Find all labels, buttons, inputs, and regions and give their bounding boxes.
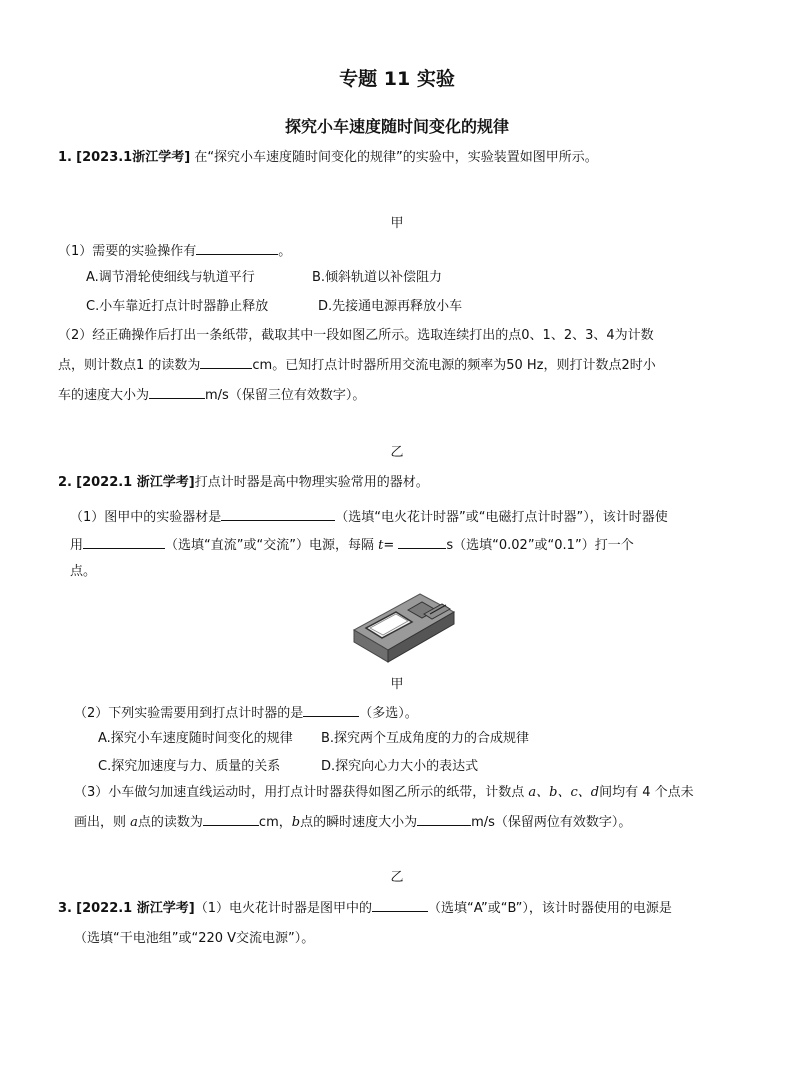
q2-answer-blank-3[interactable] <box>398 534 446 549</box>
q2-figure-caption: 甲 <box>390 677 404 692</box>
q2-part3-line1 <box>74 783 694 803</box>
q1-answer-blank-1[interactable] <box>196 240 278 255</box>
q2-option-a: A.探究小车速度随时间变化的规律 <box>98 731 293 746</box>
q2-stem-text: 打点计时器是高中物理实验常用的器材。 <box>194 475 429 490</box>
q2-part2 <box>74 702 418 724</box>
q1-figure2-caption: 乙 <box>390 445 404 460</box>
q2-part3-line1a: （3）小车做匀加速直线运动时，用打点计时器获得如图乙所示的纸带，计数点 <box>74 785 529 800</box>
q2-part1-line2c: = <box>383 538 399 553</box>
q1-part2-line3b: m/s（保留三位有效数字）。 <box>205 388 366 403</box>
q3-number: 3. <box>58 901 72 916</box>
q3-line1b: （选填“A”或“B”），该计时器使用的电源是 <box>427 901 672 916</box>
q1-source: [2023.1浙江学考] <box>76 150 191 165</box>
q1-figure-caption: 甲 <box>390 216 404 231</box>
q2-part3-line2 <box>74 811 631 833</box>
q2-part1-line2d: s（选填“0.02”或“0.1”）打一个 <box>446 538 634 553</box>
q3-source: [2022.1 浙江学考] <box>76 901 195 916</box>
q2-figure2-caption: 乙 <box>390 870 404 885</box>
q2-var-b: b <box>291 815 301 830</box>
q2-part3-line2b: 点的读数为 <box>137 815 203 830</box>
q2-option-c: C.探究加速度与力、质量的关系 <box>98 759 281 774</box>
q1-option-b: B.倾斜轨道以补偿阻力 <box>312 270 443 285</box>
q1-part2-line3a: 车的速度大小为 <box>58 388 150 403</box>
q3-line1a: （1）电火花计时器是图甲中的 <box>194 901 372 916</box>
q2-stem <box>58 473 429 493</box>
q2-part1-line1a: （1）图甲中的实验器材是 <box>70 510 222 525</box>
q2-part3-line2d: 点的瞬时速度大小为 <box>300 815 418 830</box>
q2-part2b: （多选）。 <box>359 706 418 721</box>
q2-part1-line2a: 用 <box>70 538 84 553</box>
q2-part2a: （2）下列实验需要用到打点计时器的是 <box>74 706 304 721</box>
q1-part2-line2b: cm。已知打点计时器所用交流电源的频率为50 Hz，则打计数点2时小 <box>252 358 656 373</box>
q2-answer-blank-6[interactable] <box>417 811 471 826</box>
q1-stem <box>58 148 598 168</box>
dot-timer-image <box>350 590 456 666</box>
q2-part3-line2a: 画出，则 <box>74 815 131 830</box>
q2-part1-line3: 点。 <box>70 564 97 579</box>
q2-number: 2. <box>58 475 72 490</box>
q2-var-t: t <box>378 538 384 553</box>
q1-stem-text: 在“探究小车速度随时间变化的规律”的实验中，实验装置如图甲所示。 <box>190 150 598 165</box>
q1-part2-line2a: 点，则计数点1 的读数为 <box>58 358 201 373</box>
q2-answer-blank-1[interactable] <box>221 506 335 521</box>
q1-part2-line2 <box>58 354 656 376</box>
q1-part2-line3 <box>58 384 365 406</box>
q1-option-c: C.小车靠近打点计时器静止释放 <box>86 299 269 314</box>
q2-source: [2022.1 浙江学考] <box>76 475 195 490</box>
section-subtitle: 探究小车速度随时间变化的规律 <box>284 117 509 136</box>
q3-line1 <box>58 897 672 919</box>
q2-answer-blank-4[interactable] <box>303 702 359 717</box>
q1-option-a: A.调节滑轮使细线与轨道平行 <box>86 270 255 285</box>
q2-answer-blank-5[interactable] <box>203 811 259 826</box>
q2-part1-line1b: （选填“电火花计时器”或“电磁打点计时器”），该计时器使 <box>335 510 668 525</box>
q2-option-b: B.探究两个互成角度的力的合成规律 <box>321 731 530 746</box>
q1-number: 1. <box>58 150 72 165</box>
q1-answer-blank-3[interactable] <box>149 384 205 399</box>
q1-part2-line1: （2）经正确操作后打出一条纸带，截取其中一段如图乙所示。选取连续打出的点0、1、2、3、4为计数 <box>58 328 654 343</box>
q1-part1-end: 。 <box>278 244 292 259</box>
q1-part1-text: （1）需要的实验操作有 <box>58 244 197 259</box>
q2-part1-line1 <box>70 506 668 528</box>
q2-vars-abcd: a、b、c、d <box>528 785 600 800</box>
q3-answer-blank-1[interactable] <box>372 897 428 912</box>
q2-answer-blank-2[interactable] <box>83 534 165 549</box>
q2-part1-line2b: （选填“直流”或“交流”）电源，每隔 <box>165 538 379 553</box>
q3-line2: （选填“干电池组”或“220 V交流电源”）。 <box>74 931 315 946</box>
q2-part1-line2 <box>70 534 634 556</box>
q2-option-d: D.探究向心力大小的表达式 <box>321 759 479 774</box>
page-title: 专题 11 实验 <box>339 68 455 90</box>
q2-part3-line1b: 间均有 4 个点未 <box>599 785 694 800</box>
q2-part3-line2c: cm， <box>258 815 292 830</box>
q2-part3-line2e: m/s（保留两位有效数字）。 <box>471 815 632 830</box>
q1-part1 <box>58 240 291 262</box>
q1-answer-blank-2[interactable] <box>200 354 252 369</box>
q1-option-d: D.先接通电源再释放小车 <box>318 299 463 314</box>
q2-var-a: a <box>130 815 138 830</box>
